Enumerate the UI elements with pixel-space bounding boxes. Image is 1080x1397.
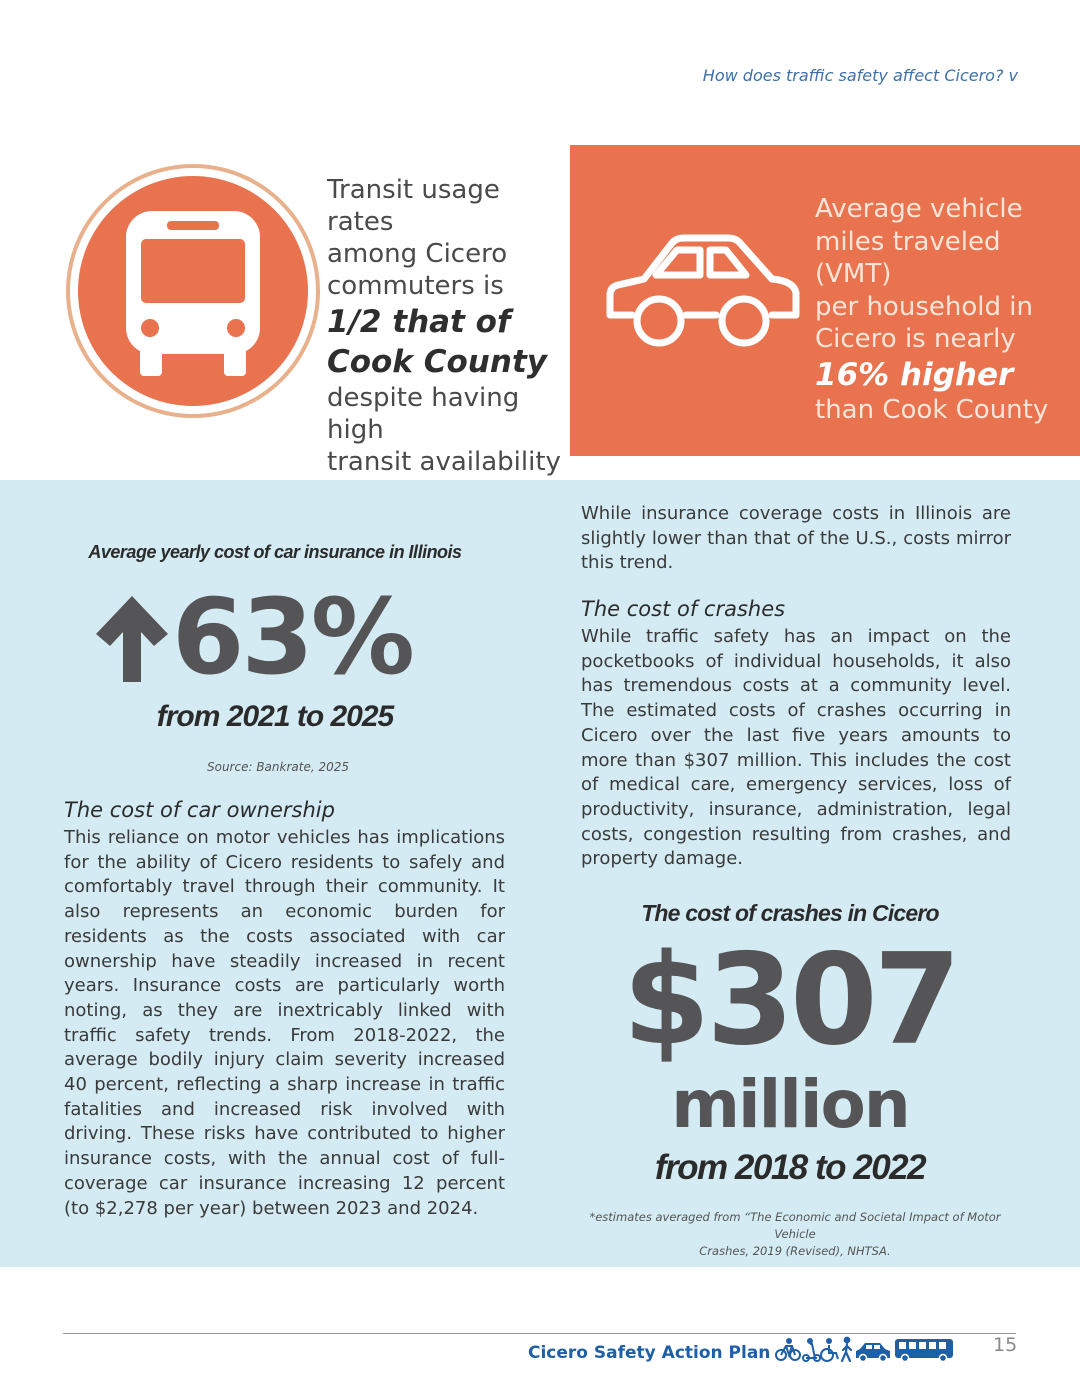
crash-cost-note-line: Crashes, 2019 (Revised), NHTSA.: [699, 1244, 891, 1258]
footer-title: Cicero Safety Action Plan: [528, 1343, 771, 1363]
vmt-line: Average vehicle: [815, 194, 1023, 224]
scooter-icon: [803, 1339, 820, 1361]
pedestrian-icon: [842, 1338, 851, 1361]
vmt-line: miles traveled (VMT): [815, 226, 1001, 289]
transit-line: despite having high: [327, 383, 520, 445]
transit-line: among Cicero: [327, 239, 508, 269]
insurance-title: Average yearly cost of car insurance in Illinois: [88, 542, 462, 562]
insurance-range: from 2021 to 2025: [156, 700, 394, 733]
crash-cost-value: $307: [622, 926, 958, 1073]
vmt-line: per household in: [815, 291, 1033, 322]
bus-circle: [78, 176, 308, 406]
vmt-line: than Cook County: [815, 394, 1049, 425]
car-icon: [602, 233, 802, 353]
vmt-highlight: 16% higher: [815, 356, 1014, 393]
crash-cost-title: The cost of crashes in Cicero: [641, 900, 939, 926]
transit-highlight: Cook County: [327, 344, 547, 380]
insurance-stat: [92, 572, 452, 702]
transit-stat-text: [327, 174, 562, 478]
crash-cost-range: from 2018 to 2022: [654, 1148, 926, 1187]
crash-cost-note-line: *estimates averaged from “The Economic and Societal Impact of Motor Vehicle: [589, 1210, 1001, 1241]
bus-icon: [123, 211, 263, 376]
bus-icon: [895, 1339, 953, 1362]
vmt-stat-text: [815, 193, 1080, 426]
car-icon: [856, 1343, 890, 1362]
wheelchair-icon: [821, 1339, 838, 1361]
footer-mode-icons: [774, 1336, 956, 1369]
page-number: 15: [993, 1334, 1018, 1356]
crashes-body: While traffic safety has an impact on the pocketbooks of individual households, it also has tremendous costs at a community level. The estimated costs of crashes occurring in Cicero over the last five years amounts to more than $307 million. This includes the cost of medical care, emergency services, loss of productivity, insurance, administration, legal costs, congestion resulting from crashes, and property damage.: [581, 626, 1011, 870]
crash-cost-unit: million: [671, 1066, 909, 1143]
section-link[interactable]: How does traffic safety affect Cicero? v: [702, 66, 1018, 85]
insurance-source: Source: Bankrate, 2025: [206, 760, 350, 774]
insurance-value: 63%: [172, 576, 412, 698]
up-arrow-icon: [92, 594, 172, 684]
intro-body: While insurance coverage costs in Illinois are slightly lower than that of the U.S., costs mirror this trend.: [581, 503, 1011, 574]
crash-cost-note: [580, 1209, 1010, 1260]
ownership-body: This reliance on motor vehicles has implications for the ability of Cicero residents to safely and comfortably travel through their community. It also represents an economic burden for residents as the costs associated with car ownership have steadily increased in recent years. Insurance costs are particularly worth noting, as they are inextricably linked with traffic safety trends. From 2018-2022, the average bodily injury claim severity increased 40 percent, reflecting a sharp increase in traffic fatalities and increased risk involved with driving. These risks have contributed to higher insurance costs, with the annual cost of full-coverage car insurance increasing 12 percent (to $2,278 per year) between 2023 and 2024.: [64, 827, 505, 1219]
crashes-heading: The cost of crashes: [581, 597, 786, 621]
transit-line: commuters is: [327, 271, 504, 301]
footer-divider: [63, 1333, 1016, 1334]
ownership-heading: The cost of car ownership: [64, 798, 335, 822]
bicycle-icon: [776, 1339, 800, 1360]
transit-line: transit availability: [327, 447, 561, 477]
vmt-line: Cicero is nearly: [815, 324, 1016, 354]
transit-highlight: 1/2 that of: [327, 304, 511, 340]
vmt-stat-box: [570, 145, 1080, 456]
transit-line: Transit usage rates: [327, 175, 500, 237]
